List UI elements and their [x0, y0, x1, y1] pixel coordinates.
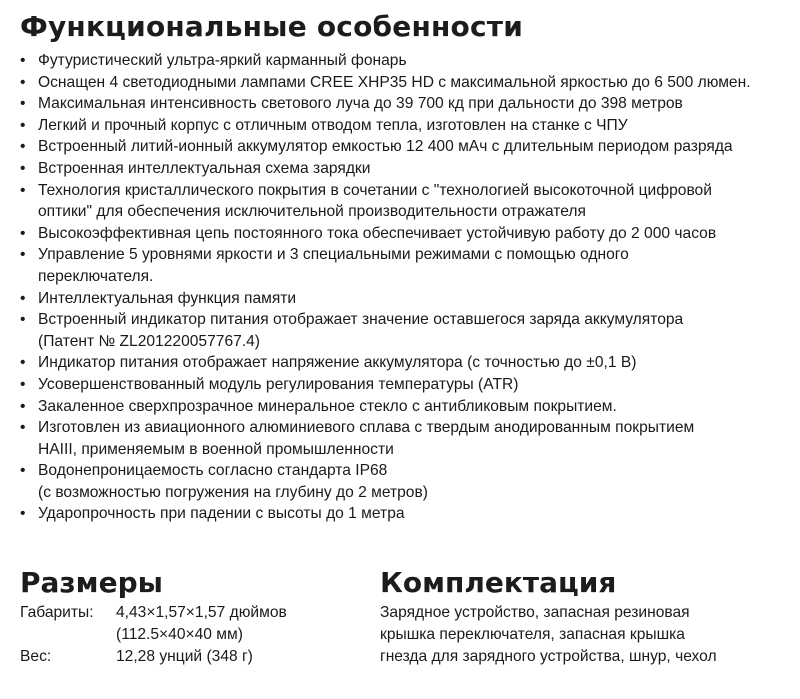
feature-text: • Оснащен 4 светодиодными лампами CREE XHP35 HD с максимальной яркостью до 6 500 люмен.: [38, 73, 751, 91]
feature-item: [18, 180, 798, 223]
feature-item: [18, 50, 798, 72]
feature-text: • Встроенная интеллектуальная схема зарядки: [38, 159, 371, 177]
feature-item: [18, 158, 798, 180]
feature-item: [18, 309, 798, 352]
feature-text: • Встроенный индикатор питания отображает значение оставшегося заряда аккумулятора: [38, 311, 684, 329]
sizes-section: [20, 566, 287, 668]
feature-text: • Максимальная интенсивность светового луча до 39 700 кд при дальности до 398 метров: [38, 95, 683, 113]
kit-line: гнезда для зарядного устройства, шнур, чехол: [380, 648, 717, 665]
feature-text: • Управление 5 уровнями яркости и 3 специальными режимами с помощью одного: [38, 246, 629, 264]
feature-item: [18, 352, 798, 374]
feature-text: оптики" для обеспечения исключительной производительности отражателя: [38, 203, 586, 221]
feature-text: • Высокоэффективная цепь постоянного тока обеспечивает устойчивую работу до 2 000 часов: [38, 224, 717, 242]
feature-item: [18, 223, 798, 245]
feature-item: [18, 396, 798, 418]
feature-text: • Усовершенствованный модуль регулирования температуры (ATR): [38, 375, 519, 393]
feature-text: • Интеллектуальная функция памяти: [38, 289, 297, 307]
feature-text: • Индикатор питания отображает напряжение аккумулятора (с точностью до ±0,1 В): [38, 354, 637, 372]
sizes-heading: Размеры: [20, 566, 163, 599]
feature-item: [18, 503, 798, 525]
kit-heading: Комплектация: [380, 566, 617, 599]
dims-row-metric: [20, 624, 287, 646]
feature-item: [18, 374, 798, 396]
feature-item: [18, 93, 798, 115]
features-list: [18, 50, 798, 525]
feature-text: (с возможностью погружения на глубину до 2 метров): [38, 483, 428, 501]
feature-item: [18, 115, 798, 137]
feature-text: • Технология кристаллического покрытия в сочетании с "технологией высокоточной цифровой: [38, 181, 712, 199]
feature-item: [18, 288, 798, 310]
feature-text: HAIII, применяемым в военной промышленности: [38, 440, 394, 458]
weight-row: [20, 646, 287, 668]
features-heading: Функциональные особенности: [20, 10, 524, 43]
feature-text: • Легкий и прочный корпус с отличным отводом тепла, изготовлен на станке с ЧПУ: [38, 116, 628, 134]
dims-row: [20, 602, 287, 624]
weight-value: 12,28 унций (348 г): [116, 648, 253, 665]
dims-label: Габариты:: [20, 604, 94, 621]
kit-section: [380, 566, 785, 668]
feature-item: [18, 136, 798, 158]
dims-value-imperial: 4,43×1,57×1,57 дюймов: [116, 604, 287, 621]
dims-value-metric: (112.5×40×40 мм): [116, 626, 243, 643]
feature-text: • Встроенный литий-ионный аккумулятор емкостью 12 400 мАч с длительным периодом разряда: [38, 138, 733, 156]
kit-line: крышка переключателя, запасная крышка: [380, 626, 685, 643]
feature-text: • Закаленное сверхпрозрачное минеральное стекло с антибликовым покрытием.: [38, 397, 617, 415]
kit-line: Зарядное устройство, запасная резиновая: [380, 604, 690, 621]
feature-text: переключателя.: [38, 267, 154, 285]
weight-label: Вес:: [20, 648, 52, 665]
feature-text: • Водонепроницаемость согласно стандарта IP68: [38, 462, 388, 480]
feature-text: • Ударопрочность при падении с высоты до 1 метра: [38, 505, 405, 523]
feature-item: [18, 460, 798, 503]
sizes-table: [20, 602, 287, 668]
feature-text: • Футуристический ультра-яркий карманный фонарь: [38, 52, 407, 69]
kit-contents: [380, 602, 785, 668]
feature-item: [18, 244, 798, 287]
feature-item: [18, 72, 798, 94]
feature-item: [18, 417, 798, 460]
feature-text: • Изготовлен из авиационного алюминиевого сплава с твердым анодированным покрытием: [38, 419, 695, 437]
feature-text: (Патент № ZL201220057767.4): [38, 332, 260, 350]
